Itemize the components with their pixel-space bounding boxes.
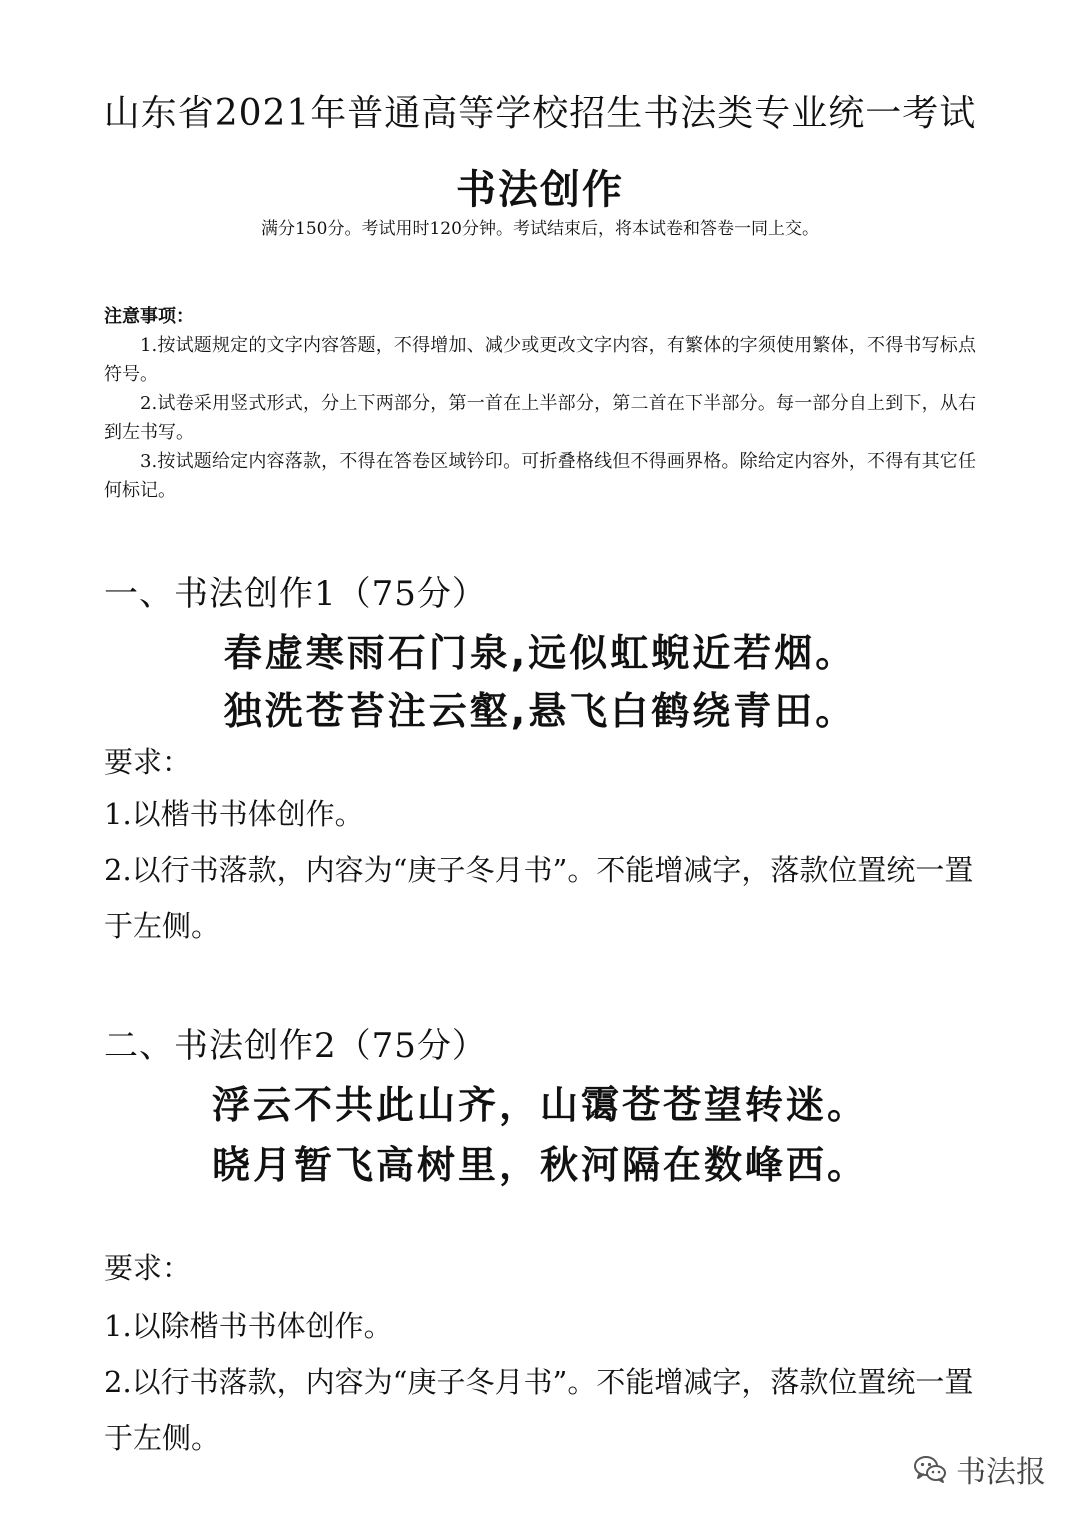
section-2-poem-line-2: 晓月暂飞高树里，秋河隔在数峰西。 [211,1143,868,1187]
section-1-requirement-2: 2.以行书落款，内容为“庚子冬月书”。不能增减字，落款位置统一置于左侧。 [104,853,974,943]
notice-item-2: 2.试卷采用竖式形式，分上下两部分，第一首在上半部分，第二首在下半部分。每一部分自上到下，从右到左书写。 [104,393,976,443]
section-2-heading: 二、书法创作2（75分） [104,1026,487,1066]
section-1-poem-line-2: 独洗苍苔注云壑,悬飞白鹤绕青田。 [223,689,857,733]
wechat-icon [912,1451,948,1487]
exam-title: 山东省2021年普通高等学校招生书法类专业统一考试 [103,93,977,134]
section-2-requirements-label: 要求： [104,1251,192,1285]
watermark-text: 书法报 [956,1455,1046,1490]
notice-heading: 注意事项： [104,306,194,327]
section-1-heading: 一、书法创作1（75分） [104,574,487,614]
section-2-requirement-1: 1.以除楷书书体创作。 [104,1309,393,1343]
section-1-requirements-label: 要求： [104,745,192,779]
section-1-poem-line-1: 春虚寒雨石门泉,远似虹蜺近若烟。 [223,631,857,675]
exam-info: 满分150分。考试用时120分钟。考试结束后，将本试卷和答卷一同上交。 [261,219,819,239]
subject-title: 书法创作 [456,167,624,213]
notice-block [104,302,976,505]
notice-item-3: 3.按试题给定内容落款，不得在答卷区域钤印。可折叠格线但不得画界格。除给定内容外，不得有其它任何标记。 [104,451,976,501]
section-2-requirement-2: 2.以行书落款，内容为“庚子冬月书”。不能增减字，落款位置统一置于左侧。 [104,1365,974,1455]
section-2-poem-line-1: 浮云不共此山齐，山霭苍苍望转迷。 [211,1083,868,1127]
notice-item-1: 1.按试题规定的文字内容答题，不得增加、减少或更改文字内容，有繁体的字须使用繁体，不得书写标点符号。 [104,335,976,385]
section-1-requirement-1: 1.以楷书书体创作。 [104,797,364,831]
watermark [912,1447,1046,1491]
